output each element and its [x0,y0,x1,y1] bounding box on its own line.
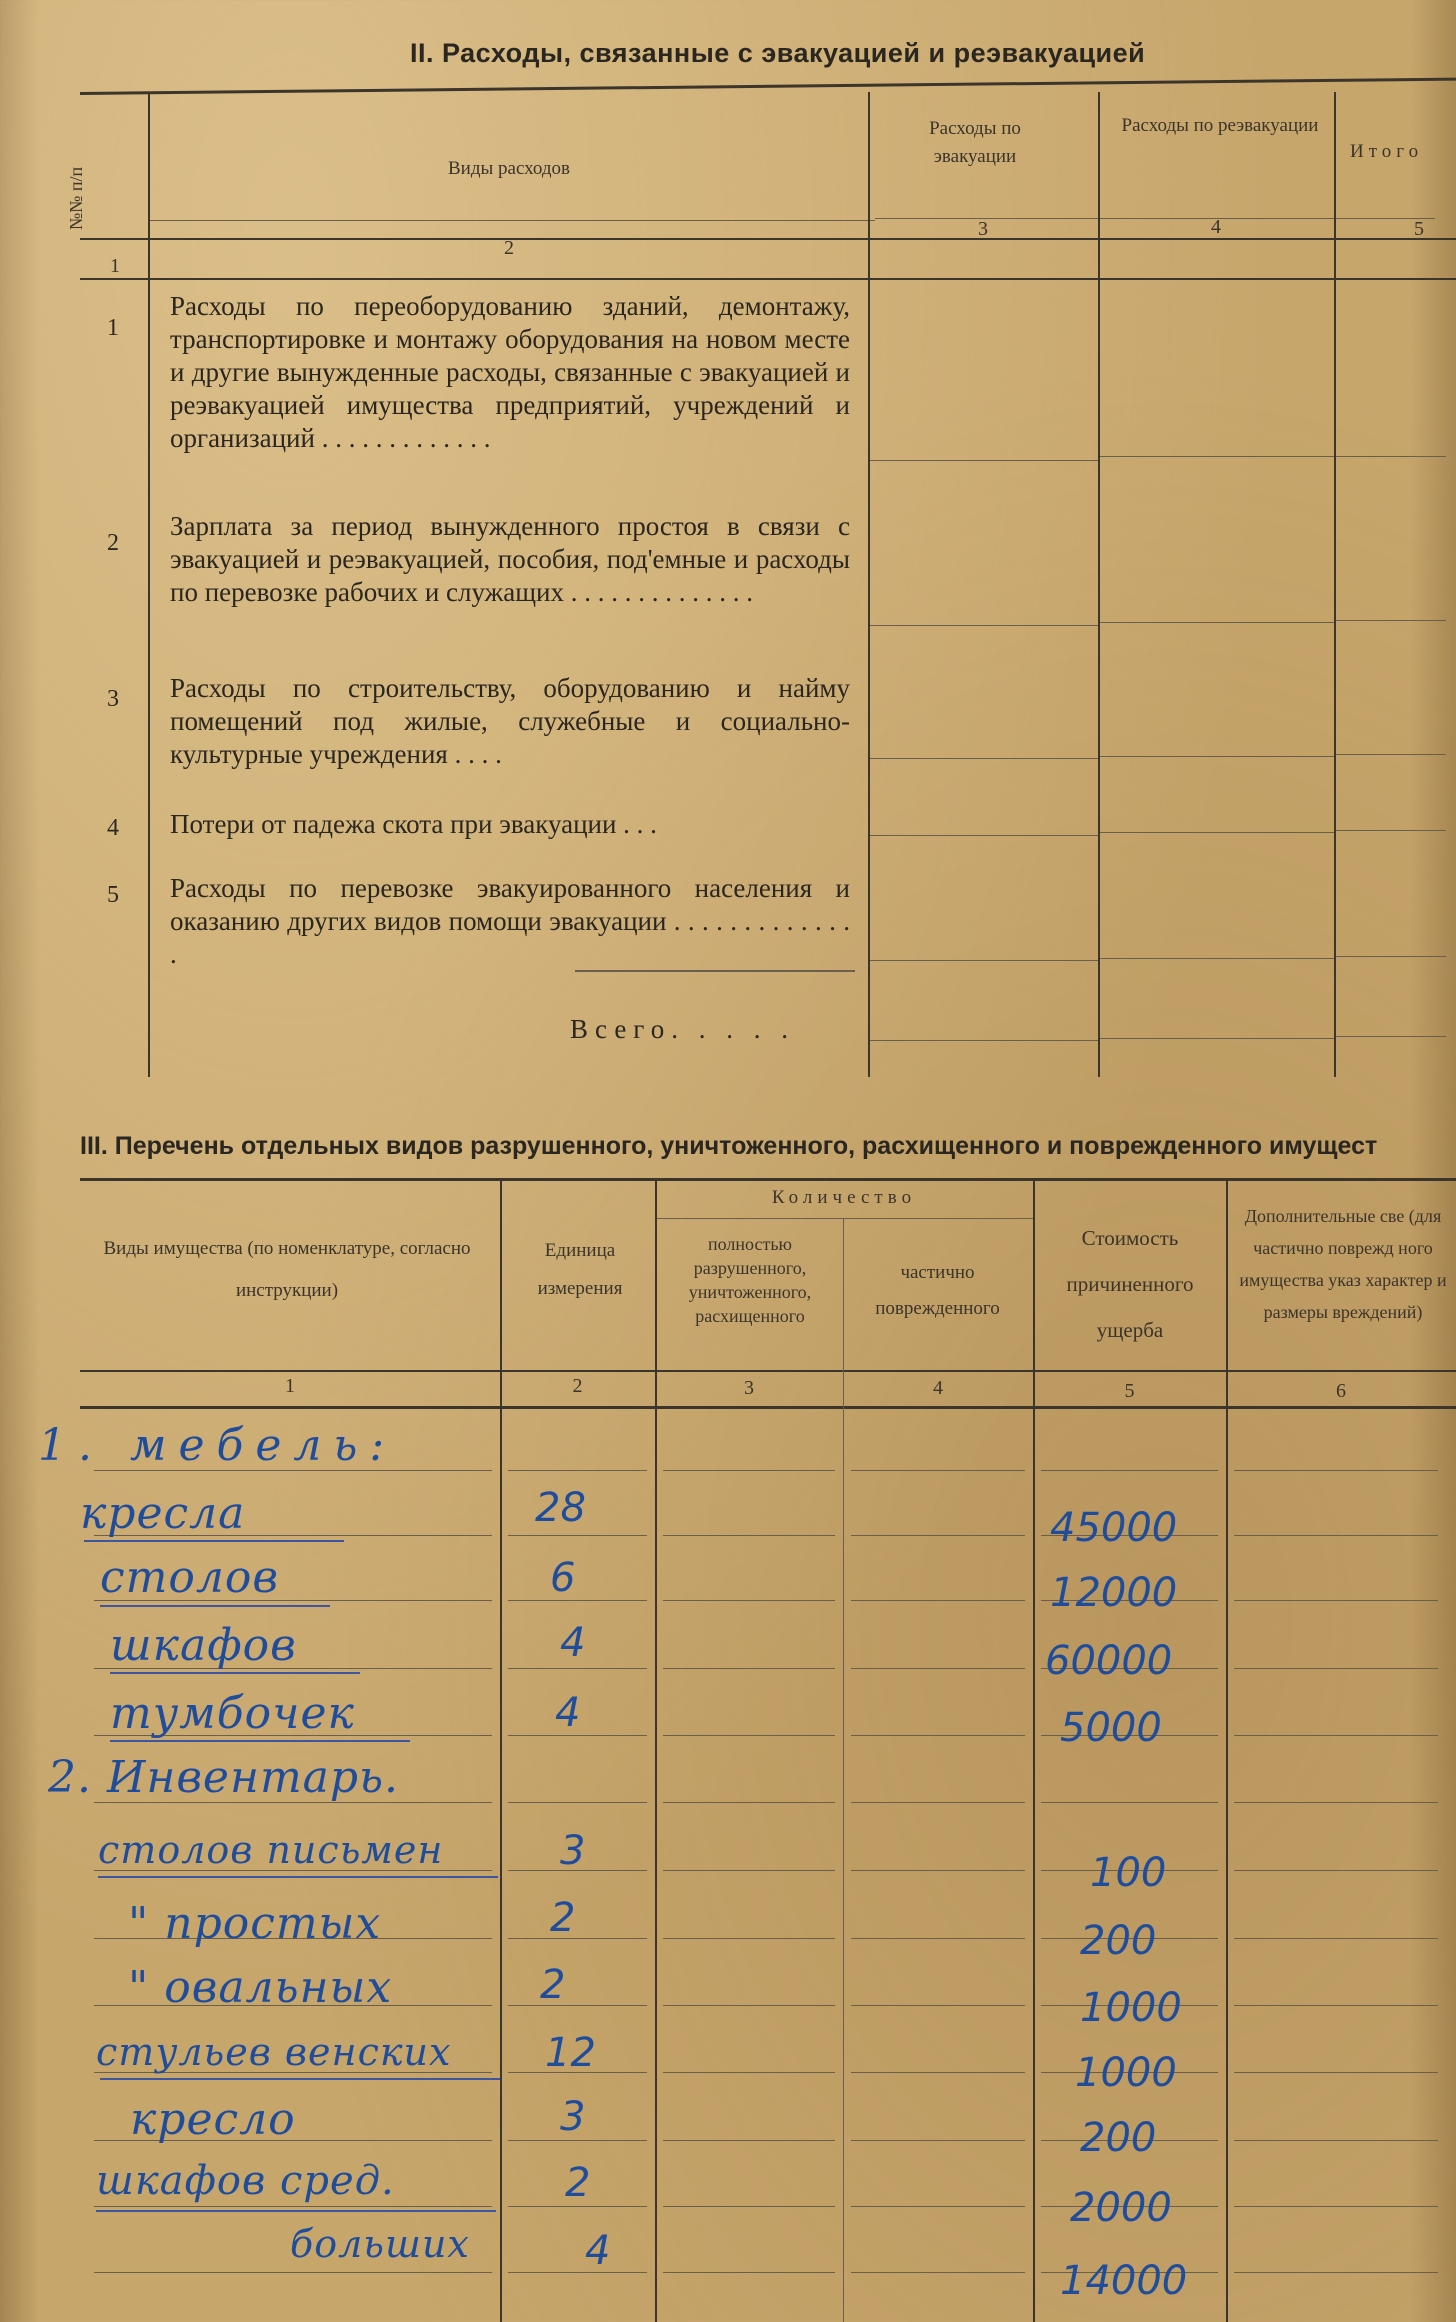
s2-cell-line [1336,754,1446,755]
s3-row-rule [508,1470,647,1471]
s3-colnum-4: 4 [933,1377,943,1399]
s3-row-cost: 200 [1080,2115,1157,2161]
handwritten-underline [98,1876,498,1878]
s2-colnum-4: 4 [1211,216,1221,238]
s3-row-rule [851,2140,1025,2141]
s3-row-rule [1041,1470,1218,1471]
s3-colnum-3: 3 [744,1377,754,1399]
s2-cell-line [870,960,1098,961]
s3-row-rule [663,1735,835,1736]
s3-row-cost: 1000 [1075,2050,1177,2096]
s3-row-rule [508,1668,647,1669]
s3-row-item: кресло [130,2094,296,2145]
s3-row-rule [663,1870,835,1871]
s3-row-cost: 14000 [1060,2258,1188,2304]
s3-row-rule [1234,2005,1438,2006]
s2-row4-num: 4 [107,815,119,841]
s2-cell-line [1100,958,1334,959]
s2-cell-line [1336,956,1446,957]
s3-row-rule [851,1870,1025,1871]
s3-row-cost: 2000 [1070,2185,1172,2231]
s3-row-rule [663,1535,835,1536]
s2-row1-num: 1 [107,315,119,341]
s3-row-item: стульев венских [96,2030,452,2074]
s2-cell-line [1100,1038,1334,1039]
s3-row-rule [663,2272,835,2273]
s3-row-rule [1234,1668,1438,1669]
s3-quantity-line [655,1218,1033,1219]
s3-vline-4 [1033,1178,1035,2322]
s2-cell-line [1336,456,1446,457]
s3-row-rule [851,1735,1025,1736]
s3-header-col2: Единица измерения [537,1240,623,1299]
s3-row-cost: 12000 [1050,1570,1178,1616]
s3-row-rule [508,1535,647,1536]
handwritten-underline [110,1672,360,1674]
s2-colnum-5: 5 [1414,218,1424,240]
s3-colnum-line [80,1370,1456,1372]
s3-header-col3: полностью разрушенного, уничтоженного, расхищенного [688,1234,812,1326]
s3-row-rule [851,2206,1025,2207]
s2-colnum-1: 1 [110,255,120,277]
handwritten-underline [100,2078,500,2080]
s2-cell-line [870,625,1098,626]
s3-row-item: шкафов [110,1620,297,1671]
s3-row-rule [851,1668,1025,1669]
s3-row-unit: 12 [545,2030,596,2076]
s2-cell-line [1100,456,1334,457]
s3-header-col5: Стоимость причиненного ущерба [1066,1226,1194,1342]
s2-row4-text: Потери от падежа скота при эвакуации . . . [170,809,657,839]
s3-row-cost: 200 [1080,1918,1157,1964]
s3-row-rule [1234,1735,1438,1736]
s3-colnum-6: 6 [1336,1380,1346,1402]
s2-colnum-bottom-line [80,278,1456,280]
s3-colnum-5: 5 [1124,1380,1135,1402]
s3-row-rule [1041,1802,1218,1803]
s3-header-col4: частично поврежденного [875,1262,1000,1319]
s3-row-rule [1234,1870,1438,1871]
s2-row5-text: Расходы по перевозке эвакуированного населения и оказанию других видов помощи эвакуации . . . . . . . . . . . . . . [170,873,850,969]
handwritten-underline [100,1605,330,1607]
section2-title: II. Расходы, связанные с эвакуацией и реэвакуацией [410,38,1146,68]
s2-cell-line [1100,622,1334,623]
s3-row-unit: 4 [560,1620,586,1666]
s3-row-rule [1234,1600,1438,1601]
s3-row-cost: 5000 [1060,1705,1162,1751]
s3-row-rule [94,2206,492,2207]
s3-row-rule [663,2206,835,2207]
s3-row-rule [663,1600,835,1601]
s3-colnum-2: 2 [572,1375,583,1397]
s3-row-rule [663,1802,835,1803]
s3-row-rule [1234,1535,1438,1536]
s3-row-unit: 2 [550,1895,576,1941]
s3-header-quantity: Количество [771,1187,917,1208]
s2-header-col5: Итого [1350,141,1424,162]
s3-row-rule [94,2272,492,2273]
s2-row3-text: Расходы по строительству, оборудованию и найму помещений под жилые, служебные и социально-культурные учреждения . . . . [170,673,850,769]
s2-cell-line [1336,620,1446,621]
s3-row-item: больших [290,2222,470,2266]
section3-title: III. Перечень отдельных видов разрушенного, уничтоженного, расхищенного и поврежденного имущест [80,1132,1378,1160]
s2-row2-text: Зарплата за период вынужденного простоя в связи с эвакуацией и реэвакуацией, пособия, под'емные и расходы по перевозке рабочих и служащих . . . . . . . . . . . . . . [170,511,850,607]
s3-row-item: 2. Инвентарь. [48,1752,400,1803]
s3-top-border [80,1178,1456,1181]
s3-vline-1 [500,1178,502,2322]
s2-row5-num: 5 [107,882,119,908]
s3-row-unit: 3 [560,1828,586,1874]
s3-row-rule [508,2272,647,2273]
s3-row-item: тумбочек [110,1688,355,1739]
s3-row-rule [851,2272,1025,2273]
s3-row-rule [851,1535,1025,1536]
s3-row-rule [851,2005,1025,2006]
s2-cell-line [1100,756,1334,757]
s3-row-rule [663,2005,835,2006]
s3-row-unit: 6 [550,1555,576,1601]
s2-row3-num: 3 [107,686,119,712]
s3-row-unit: 2 [540,1962,566,2008]
s3-row-item: " простых [128,1898,382,1949]
s3-row-rule [663,1668,835,1669]
s2-colnum-3: 3 [978,218,988,240]
s2-header-sub-line [150,220,875,221]
s2-cell-line [1336,830,1446,831]
s3-row-cost: 45000 [1050,1505,1178,1551]
s3-row-rule [851,1600,1025,1601]
s3-colnum-1: 1 [285,1375,295,1397]
s2-row2-num: 2 [107,530,119,556]
handwritten-underline [96,2210,496,2212]
s2-cell-line [1336,1036,1446,1037]
s2-total-label: Всего. . . . . [570,1014,795,1044]
s3-header-col1: Виды имущества (по номенклатуре, согласно инструкции) [103,1238,471,1301]
s3-row-rule [508,1938,647,1939]
s3-row-unit: 3 [560,2094,586,2140]
s3-row-unit: 28 [535,1485,586,1531]
s2-row1-text: Расходы по переоборудованию зданий, демонтажу, транспортировке и монтажу оборудования на новом месте и другие вынужденные расходы, связанные с эвакуацией и реэвакуацией имущества предприятий, учреждений и организаций . . . . . . . . . . . . . [170,291,850,453]
s3-header-col6: Дополнительные све (для частично поврежд ного имущества указ характер и размеры вреждений) [1239,1206,1447,1322]
s2-cell-line [870,835,1098,836]
s3-row-item: столов письмен [98,1828,444,1872]
s3-row-rule [508,1600,647,1601]
s2-header-col1: №№ п/п [66,166,86,230]
s3-row-item: шкафов сред. [96,2158,395,2204]
s3-row-rule [1234,2206,1438,2207]
s3-row-item: столов [100,1552,279,1603]
s3-row-rule [1234,2272,1438,2273]
s3-row-rule [851,2072,1025,2073]
s2-header-col2: Виды расходов [447,158,570,179]
s2-cell-line [870,758,1098,759]
s2-top-border [80,78,1456,95]
s3-row-rule [663,2072,835,2073]
s3-row-rule [851,1938,1025,1939]
s2-cell-line [870,460,1098,461]
s3-row-unit: 2 [565,2160,591,2206]
s2-cell-line [870,1040,1098,1041]
s3-row-rule [851,1470,1025,1471]
handwritten-underline [110,1740,410,1742]
s3-vline-5 [1226,1178,1228,2322]
s3-row-cost: 100 [1090,1850,1167,1896]
s3-row-rule [1234,2072,1438,2073]
s2-cell-line [1100,832,1334,833]
s3-row-rule [1234,2140,1438,2141]
s3-row-rule [663,1470,835,1471]
s3-row-unit: 4 [555,1690,581,1736]
s2-header-col3: Расходы по эвакуации [929,118,1021,167]
s2-header-col4: Расходы по реэвакуации [1121,115,1319,136]
s3-row-rule [508,2140,647,2141]
s3-colnum-bottom-line [80,1406,1456,1409]
s3-row-rule [508,2005,647,2006]
s3-row-rule [663,1938,835,1939]
s3-row-item: " овальных [128,1962,393,2013]
s2-cell-line [575,970,855,972]
s3-row-cost: 1000 [1080,1985,1182,2031]
s2-colnum-2: 2 [504,237,514,259]
s3-row-rule [1234,1938,1438,1939]
s3-row-item: кресла [80,1488,246,1539]
s3-vline-2 [655,1178,657,2322]
s3-row-rule [1234,1802,1438,1803]
s3-row-rule [851,1802,1025,1803]
s3-row-rule [1234,1470,1438,1471]
s3-row-item: 1. мебель: [38,1420,397,1471]
s3-row-rule [508,2206,647,2207]
s3-row-rule [663,2140,835,2141]
s2-vline-3 [1098,92,1100,1077]
s3-row-unit: 4 [585,2228,611,2274]
s3-row-cost: 60000 [1045,1638,1173,1684]
s3-row-rule [508,1802,647,1803]
handwritten-underline [84,1540,344,1542]
